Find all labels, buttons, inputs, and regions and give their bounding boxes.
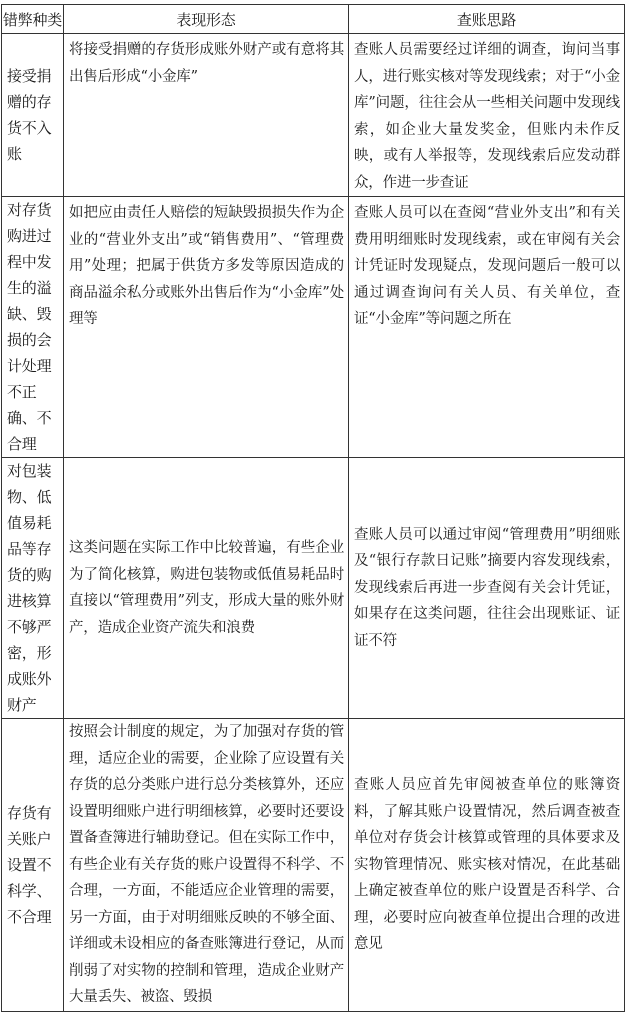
manifestation-cell: 这类问题在实际工作中比较普遍，有些企业为了简化核算，购进包装物或低值易耗品时直接以“管理费用”列支，形成大量的账外财产，造成企业资产流失和浪费 xyxy=(64,458,349,719)
audit-table xyxy=(1,4,625,1012)
header-audit-approach: 查账思路 xyxy=(349,5,625,34)
audit-approach-cell: 查账人员可以在查阅“营业外支出”和有关费用明细账时发现线索，或在审阅有关会计凭证时发现疑点，发现问题后一般可以通过调查询问有关人员、有关单位，查证“小金库”等问题之所在 xyxy=(349,197,625,458)
error-type-cell: 对包装物、低值易耗品等存货的购进核算不够严密，形成账外财产 xyxy=(2,458,64,719)
manifestation-cell: 如把应由责任人赔偿的短缺毁损损失作为企业的“营业外支出”或“销售费用”、“管理费用”处理；把属于供货方多发等原因造成的商品溢余私分或账外出售后作为“小金库”处理等 xyxy=(64,197,349,458)
audit-approach-cell: 查账人员应首先审阅被查单位的账簿资料，了解其账户设置情况，然后调查被查单位对存货会计核算或管理的具体要求及实物管理情况、账实核对情况，在此基础上确定被查单位的账户设置是否科学、合理，必要时应向被查单位提出合理的改进意见 xyxy=(349,719,625,1012)
header-error-type: 错弊种类 xyxy=(2,5,64,34)
error-type-cell: 接受捐赠的存货不入账 xyxy=(2,34,64,197)
header-row xyxy=(2,5,625,34)
table-row xyxy=(2,719,625,1012)
audit-approach-cell: 查账人员可以通过审阅“管理费用”明细账及“银行存款日记账”摘要内容发现线索，发现线索后再进一步查阅有关会计凭证，如果存在这类问题，往往会出现账证、证证不符 xyxy=(349,458,625,719)
table-row xyxy=(2,197,625,458)
error-type-cell: 存货有关账户设置不科学、不合理 xyxy=(2,719,64,1012)
table-row xyxy=(2,458,625,719)
audit-approach-cell: 查账人员需要经过详细的调查，询问当事人，进行账实核对等发现线索；对于“小金库”问题，往往会从一些相关问题中发现线索，如企业大量发奖金，但账内未作反映，或有人举报等，发现线索后应发动群众，作进一步查证 xyxy=(349,34,625,197)
header-manifestation: 表现形态 xyxy=(64,5,349,34)
manifestation-cell: 按照会计制度的规定，为了加强对存货的管理，适应企业的需要，企业除了应设置有关存货的总分类账户进行总分类核算外，还应设置明细账户进行明细核算，必要时还要设置备查簿进行辅助登记。但在实际工作中，有些企业有关存货的账户设置得不科学、不合理，一方面，不能适应企业管理的需要，另一方面，由于对明细账反映的不够全面、详细或未设相应的备查账簿进行登记，从而削弱了对实物的控制和管理，造成企业财产大量丢失、被盗、毁损 xyxy=(64,719,349,1012)
manifestation-cell: 将接受捐赠的存货形成账外财产或有意将其出售后形成“小金库” xyxy=(64,34,349,197)
table-row xyxy=(2,34,625,197)
error-type-cell: 对存货购进过程中发生的溢缺、毁损的会计处理不正确、不合理 xyxy=(2,197,64,458)
